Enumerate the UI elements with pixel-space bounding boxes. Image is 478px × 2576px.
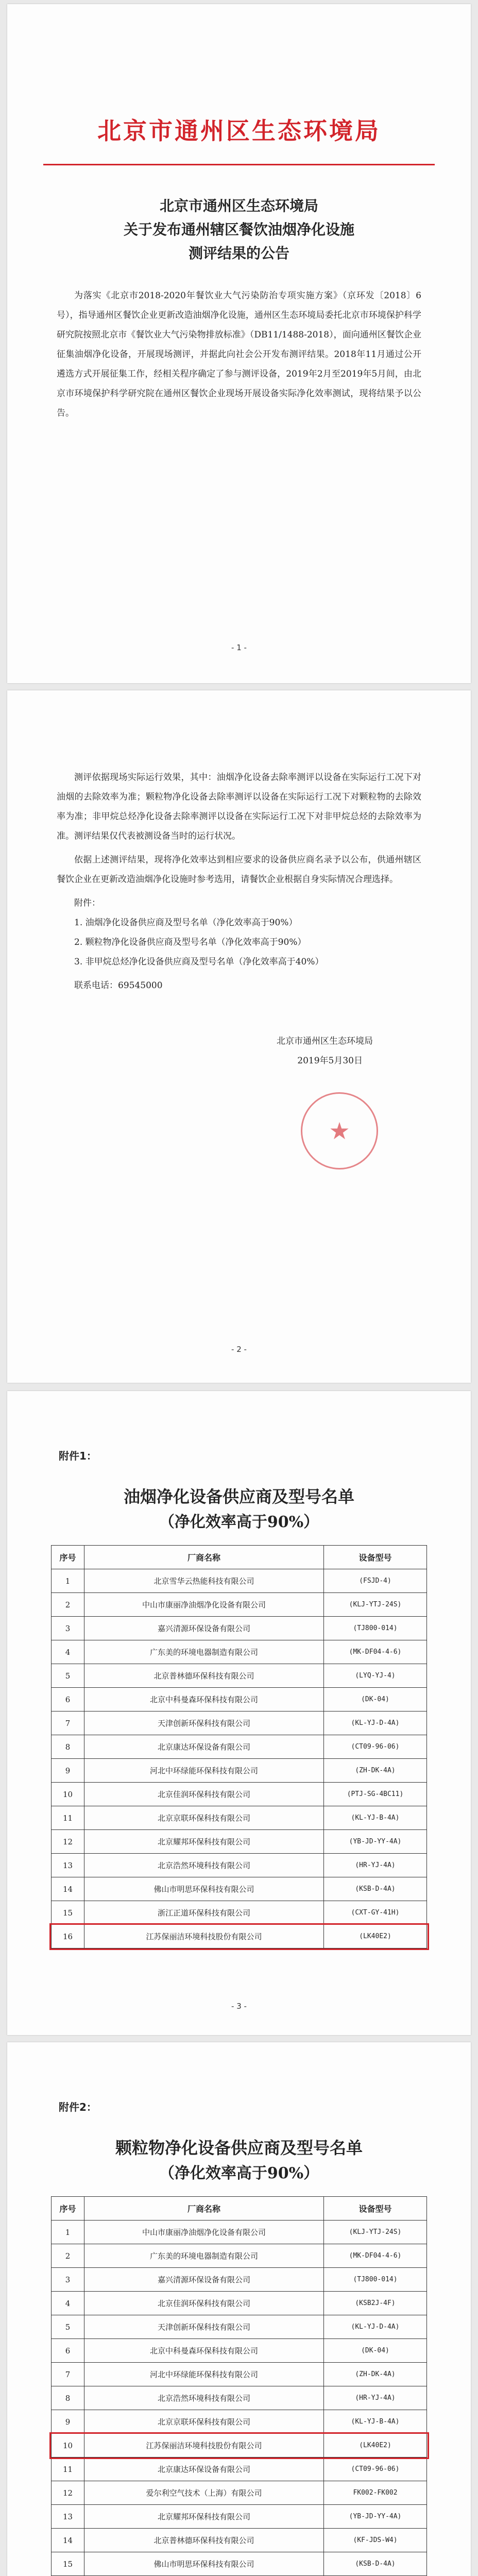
vendor-name: 北京耀邦环保科技有限公司: [84, 2505, 324, 2529]
row-number: 2: [52, 1593, 84, 1617]
attachments-label: 附件：: [74, 898, 100, 908]
red-official-seal-icon: ★: [301, 1092, 378, 1170]
device-model: (YB-JD-YY-4A): [324, 1830, 427, 1854]
device-model: (PTJ-SG-4BC11): [324, 1783, 427, 1806]
table-row: [52, 2339, 427, 2363]
vendor-name: 北京京联环保科技有限公司: [84, 1806, 324, 1830]
annex-label: 附件1：: [59, 1450, 97, 1462]
device-model: (KLJ-YTJ-24S): [324, 2221, 427, 2244]
row-number: 8: [52, 2386, 84, 2410]
table-row: [52, 1664, 427, 1688]
row-number: 12: [52, 1830, 84, 1854]
attachment-item: 2. 颗粒物净化设备供应商及型号名单（净化效率高于90%）: [74, 937, 306, 947]
row-number: 7: [52, 1711, 84, 1735]
row-number: 6: [52, 1688, 84, 1711]
table-row: [52, 1569, 427, 1593]
device-model: (MK-DF04-4-6): [324, 1640, 427, 1664]
annex-title: 颗粒物净化设备供应商及型号名单: [115, 2138, 363, 2158]
vendor-name: 广东美的环境电器制造有限公司: [84, 2244, 324, 2268]
table-row: [52, 2363, 427, 2386]
table-row: [52, 1854, 427, 1877]
vendor-name: 佛山市明思环保科技有限公司: [84, 2552, 324, 2576]
vendor-name: 北京佳润环保科技有限公司: [84, 2292, 324, 2315]
col-header-model: 设备型号: [324, 1546, 427, 1569]
notice-paragraph: 为落实《北京市2018-2020年餐饮业大气污染防治专项实施方案》（京环发〔2018〕6号），指导通州区餐饮企业更新改造油烟净化设施，通州区生态环境局委托北京市环境保护科学研究院按照北京市《餐饮业大气污染物排放标准》（DB11/1488-2018），面向通州区餐饮企业征集油烟净化设备，开展现场测评，并据此向社会公开发布测评结果。2018年11月通过公开遴选方式开展征集工作，经相关程序确定了参与测评设备，2019年2月至2019年5月间，由北京市环境保护科学研究院在通州区餐饮企业现场开展设备实际净化效率测试，现将结果予以公告。: [57, 291, 421, 418]
table-row: [52, 1735, 427, 1759]
device-model: (KL-YJ-B-4A): [324, 1806, 427, 1830]
table-row: [52, 1688, 427, 1711]
page-number: - 1 -: [231, 643, 247, 652]
vendor-name: 江苏保丽洁环境科技股份有限公司: [84, 1925, 324, 1948]
vendor-name: 河北中环绿能环保科技有限公司: [84, 1759, 324, 1783]
attachment-item: 3. 非甲烷总烃净化设备供应商及型号名单（净化效率高于40%）: [74, 957, 324, 967]
device-model: (FSJD-4): [324, 1569, 427, 1593]
page-number: - 2 -: [231, 1345, 247, 1354]
row-number: 16: [52, 1925, 84, 1948]
table-row: [52, 1711, 427, 1735]
vendor-name: 北京浩然环境科技有限公司: [84, 1854, 324, 1877]
row-number: 11: [52, 1806, 84, 1830]
table-row: [52, 2529, 427, 2552]
row-number: 6: [52, 2339, 84, 2363]
table-row: [52, 1877, 427, 1901]
table-row: [52, 1617, 427, 1640]
table-row: [52, 2481, 427, 2505]
notice-paragraph: 依据上述测评结果，现将净化效率达到相应要求的设备供应商名录予以公布，供通州辖区餐饮企业在更新改造油烟净化设施时参考选用，请餐饮企业根据自身实际情况合理选择。: [57, 855, 421, 885]
row-number: 2: [52, 2244, 84, 2268]
row-number: 5: [52, 2315, 84, 2339]
device-model: (HR-YJ-4A): [324, 1854, 427, 1877]
device-model: (KF-JDS-W4): [324, 2529, 427, 2552]
vendor-name: 嘉兴清源环保设备有限公司: [84, 2268, 324, 2292]
device-model: (DK-04): [324, 2339, 427, 2363]
vendor-name: 北京普林德环保科技有限公司: [84, 1664, 324, 1688]
row-number: 1: [52, 1569, 84, 1593]
vendor-name: 广东美的环境电器制造有限公司: [84, 1640, 324, 1664]
vendor-name: 嘉兴清源环保设备有限公司: [84, 1617, 324, 1640]
table-row: [52, 1759, 427, 1783]
table-row: [52, 1901, 427, 1925]
annex-2-page: [7, 2042, 471, 2576]
table-row: [52, 1640, 427, 1664]
device-model: (TJ800-014): [324, 2268, 427, 2292]
device-model: (YB-JD-YY-4A): [324, 2505, 427, 2529]
vendor-name: 北京京联环保科技有限公司: [84, 2410, 324, 2434]
device-model: (KL-YJ-D-4A): [324, 2315, 427, 2339]
notice-page-1: [7, 4, 471, 683]
row-number: 9: [52, 1759, 84, 1783]
table-row-highlighted: [52, 1925, 427, 1948]
vendor-name: 佛山市明思环保科技有限公司: [84, 1877, 324, 1901]
device-model: (DK-04): [324, 1688, 427, 1711]
device-model: (CXT-GY-41H): [324, 1901, 427, 1925]
table-row: [52, 2410, 427, 2434]
row-number: 7: [52, 2363, 84, 2386]
vendor-name: 北京耀邦环保科技有限公司: [84, 1830, 324, 1854]
col-header-no: 序号: [52, 2197, 84, 2221]
annex-label: 附件2：: [59, 2101, 97, 2113]
header-divider: [43, 164, 435, 165]
vendor-name: 北京佳润环保科技有限公司: [84, 1783, 324, 1806]
row-number: 14: [52, 2529, 84, 2552]
row-number: 1: [52, 2221, 84, 2244]
table-row: [52, 1806, 427, 1830]
device-model: (ZH-DK-4A): [324, 2363, 427, 2386]
device-model: (CT09-96-06): [324, 1735, 427, 1759]
title-line: 关于发布通州辖区餐饮油烟净化设施: [123, 221, 354, 238]
table-row: [52, 1830, 427, 1854]
col-header-no: 序号: [52, 1546, 84, 1569]
row-number: 15: [52, 1901, 84, 1925]
annex-title: 油烟净化设备供应商及型号名单: [123, 1487, 354, 1506]
row-number: 4: [52, 1640, 84, 1664]
vendor-name: 天津创新环保科技有限公司: [84, 1711, 324, 1735]
row-number: 14: [52, 1877, 84, 1901]
vendor-name: 北京浩然环境科技有限公司: [84, 2386, 324, 2410]
device-model: (KL-YJ-D-4A): [324, 1711, 427, 1735]
device-model: FK002-FK002: [324, 2481, 427, 2505]
notice-paragraph: 测评依据现场实际运行效果，其中：油烟净化设备去除率测评以设备在实际运行工况下对油烟的去除效率为准；颗粒物净化设备去除率测评以设备在实际运行工况下对颗粒物的去除效率为准；非甲烷总烃净化设备去除率测评以设备在实际运行工况下对非甲烷总烃的去除效率为准。测评结果仅代表被测设备当时的运行状况。: [57, 772, 421, 841]
device-model: (KSB2J-4F): [324, 2292, 427, 2315]
table-row: [52, 2268, 427, 2292]
table-row: [52, 1593, 427, 1617]
row-number: 3: [52, 1617, 84, 1640]
page-number: - 3 -: [231, 2002, 247, 2011]
supplier-table: [51, 1545, 427, 1948]
vendor-name: 爱尔利空气技术（上海）有限公司: [84, 2481, 324, 2505]
device-model: (LK40E2): [324, 2434, 427, 2458]
table-row: [52, 2505, 427, 2529]
title-line: 北京市通州区生态环境局: [159, 197, 318, 214]
device-model: (TJ800-014): [324, 1617, 427, 1640]
row-number: 11: [52, 2458, 84, 2481]
notice-page-2: [7, 690, 471, 1383]
vendor-name: 中山市康丽净油烟净化设备有限公司: [84, 1593, 324, 1617]
col-header-vendor: 厂商名称: [84, 1546, 324, 1569]
vendor-name: 北京康达环保设备有限公司: [84, 2458, 324, 2481]
notice-title: [7, 194, 471, 265]
vendor-name: 江苏保丽洁环境科技股份有限公司: [84, 2434, 324, 2458]
vendor-name: 北京中科曼森环保科技有限公司: [84, 1688, 324, 1711]
device-model: (CT09-96-06): [324, 2458, 427, 2481]
row-number: 10: [52, 1783, 84, 1806]
annex-1-page: [7, 1391, 471, 2035]
table-row: [52, 2292, 427, 2315]
device-model: (LYQ-YJ-4): [324, 1664, 427, 1688]
row-number: 5: [52, 1664, 84, 1688]
attachment-item: 1. 油烟净化设备供应商及型号名单（净化效率高于90%）: [74, 918, 298, 928]
device-model: (KLJ-YTJ-24S): [324, 1593, 427, 1617]
table-row: [52, 2386, 427, 2410]
device-model: (KSB-D-4A): [324, 1877, 427, 1901]
vendor-name: 天津创新环保科技有限公司: [84, 2315, 324, 2339]
row-number: 12: [52, 2481, 84, 2505]
table-row-highlighted: [52, 2434, 427, 2458]
row-number: 9: [52, 2410, 84, 2434]
table-row: [52, 2244, 427, 2268]
sign-organization: 北京市通州区生态环境局: [277, 1036, 373, 1046]
vendor-name: 浙江正道环保科技有限公司: [84, 1901, 324, 1925]
vendor-name: 北京普林德环保科技有限公司: [84, 2529, 324, 2552]
contact-phone: 联系电话：69545000: [74, 980, 163, 991]
row-number: 3: [52, 2268, 84, 2292]
annex-subtitle: （净化效率高于90%）: [159, 2164, 319, 2182]
row-number: 13: [52, 2505, 84, 2529]
row-number: 10: [52, 2434, 84, 2458]
row-number: 15: [52, 2552, 84, 2576]
device-model: (ZH-DK-4A): [324, 1759, 427, 1783]
device-model: (LK40E2): [324, 1925, 427, 1948]
vendor-name: 北京雪华云热能科技有限公司: [84, 1569, 324, 1593]
table-row: [52, 2552, 427, 2576]
col-header-vendor: 厂商名称: [84, 2197, 324, 2221]
sign-date: 2019年5月30日: [297, 1056, 363, 1066]
device-model: (KL-YJ-B-4A): [324, 2410, 427, 2434]
device-model: (KSB-D-4A): [324, 2552, 427, 2576]
row-number: 4: [52, 2292, 84, 2315]
supplier-table: [51, 2196, 427, 2576]
table-row: [52, 2458, 427, 2481]
device-model: (HR-YJ-4A): [324, 2386, 427, 2410]
vendor-name: 中山市康丽净油烟净化设备有限公司: [84, 2221, 324, 2244]
annex-subtitle: （净化效率高于90%）: [159, 1513, 319, 1531]
vendor-name: 北京康达环保设备有限公司: [84, 1735, 324, 1759]
col-header-model: 设备型号: [324, 2197, 427, 2221]
table-row: [52, 1783, 427, 1806]
table-row: [52, 2221, 427, 2244]
table-row: [52, 2315, 427, 2339]
vendor-name: 北京中科曼森环保科技有限公司: [84, 2339, 324, 2363]
row-number: 8: [52, 1735, 84, 1759]
row-number: 13: [52, 1854, 84, 1877]
title-line: 测评结果的公告: [188, 245, 289, 262]
vendor-name: 河北中环绿能环保科技有限公司: [84, 2363, 324, 2386]
gov-header: 北京市通州区生态环境局: [97, 117, 381, 145]
device-model: (MK-DF04-4-6): [324, 2244, 427, 2268]
